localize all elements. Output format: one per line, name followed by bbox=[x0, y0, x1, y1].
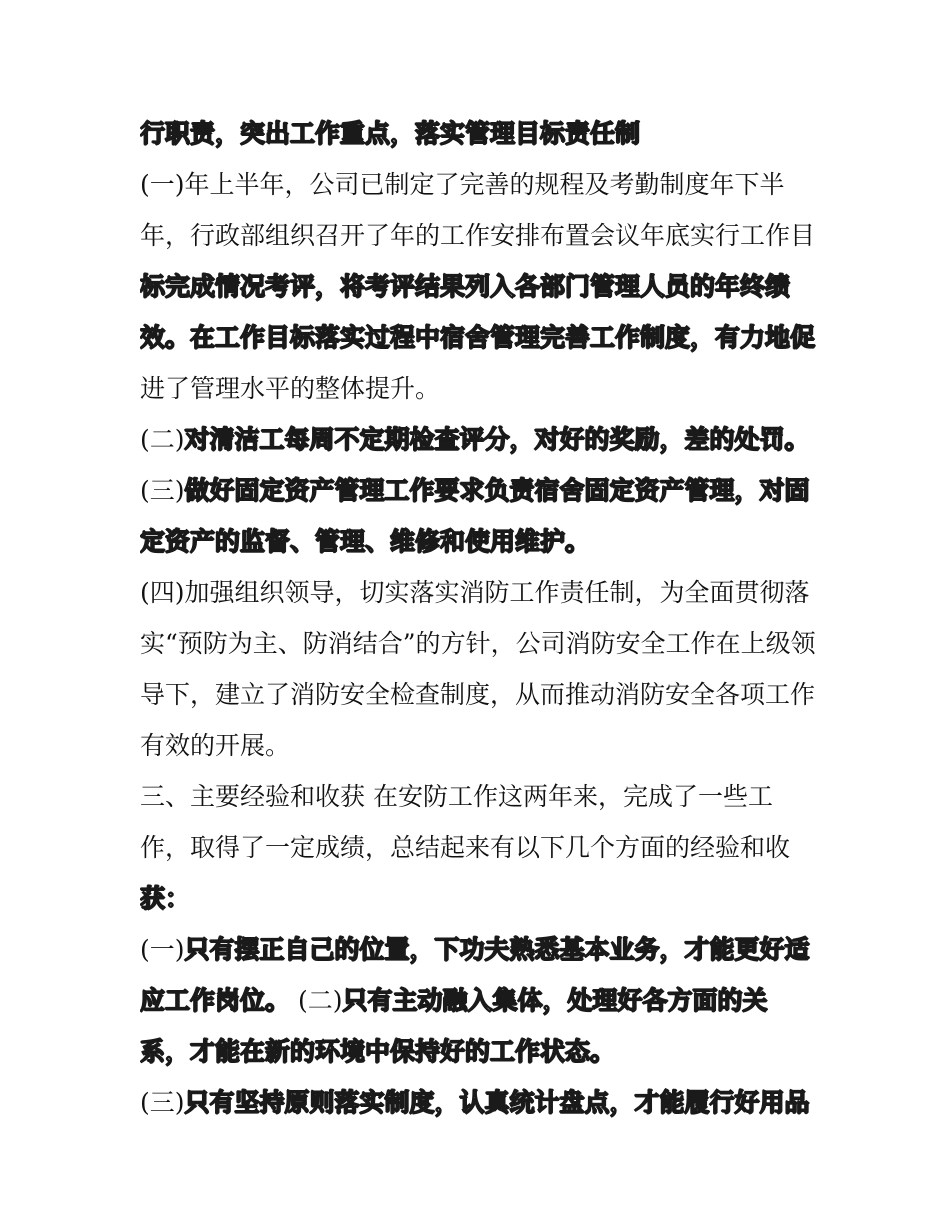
text-segment: 效。在工作目标落实过程中宿舍管理完善工作制度，有力地促 bbox=[140, 323, 816, 352]
text-segment: 标完成情况考评，将考评结果列入各部门管理人员的年终绩 bbox=[140, 272, 791, 301]
text-line-8 bbox=[140, 465, 820, 516]
text-line-18 bbox=[140, 975, 820, 1026]
text-segment: 作，取得了一定成绩，总结起来有以下几个方面的经验和收 bbox=[140, 833, 791, 862]
text-segment: 只有坚持原则落实制度，认真统计盘点，才能履行好用品 bbox=[184, 1088, 810, 1117]
text-segment: (三) bbox=[140, 476, 185, 505]
text-line-7 bbox=[140, 414, 820, 465]
text-line-2 bbox=[140, 159, 820, 210]
text-segment: 对清洁工每周不定期检查评分，对好的奖励，差的处罚。 bbox=[184, 425, 810, 454]
text-line-11 bbox=[140, 618, 820, 669]
text-segment: 年，行政部组织召开了年的工作安排布置会议年底实行工作目 bbox=[140, 221, 816, 250]
text-segment: (一)年上半年，公司已制定了完善的规程及考勤制度年下半 bbox=[140, 170, 785, 199]
text-segment: 行职责，突出工作重点，落实管理目标责任制 bbox=[140, 119, 641, 148]
text-segment: 定资产的监督、管理、维修和使用维护。 bbox=[140, 527, 591, 556]
text-segment: 做好固定资产管理工作要求负责宿舍固定资产管理，对固 bbox=[184, 476, 810, 505]
text-segment: 三、主要经验和收获 在安防工作这两年来，完成了一些工 bbox=[140, 782, 773, 811]
text-line-5 bbox=[140, 312, 820, 363]
text-line-16 bbox=[140, 873, 820, 924]
text-segment: (二) bbox=[140, 425, 185, 454]
text-segment: 进了管理水平的整体提升。 bbox=[140, 374, 441, 403]
text-line-13 bbox=[140, 720, 820, 771]
text-segment: (一) bbox=[140, 935, 185, 964]
text-segment: 系，才能在新的环境中保持好的工作状态。 bbox=[140, 1037, 616, 1066]
text-line-4 bbox=[140, 261, 820, 312]
text-line-1 bbox=[140, 108, 820, 159]
text-segment: 导下，建立了消防安全检查制度，从而推动消防安全各项工作 bbox=[140, 680, 816, 709]
text-line-20 bbox=[140, 1077, 820, 1128]
text-line-9 bbox=[140, 516, 820, 567]
text-segment: 获： bbox=[140, 884, 191, 913]
text-segment: 有效的开展。 bbox=[140, 731, 291, 760]
text-line-3 bbox=[140, 210, 820, 261]
text-segment: 应工作岗位。 bbox=[140, 986, 291, 1015]
text-line-19 bbox=[140, 1026, 820, 1077]
text-line-10 bbox=[140, 567, 820, 618]
text-segment: 只有摆正自己的位置，下功夫熟悉基本业务，才能更好适 bbox=[184, 935, 810, 964]
text-segment: (二) bbox=[290, 986, 343, 1015]
text-line-17 bbox=[140, 924, 820, 975]
document-body bbox=[140, 108, 820, 1128]
text-segment: 实“预防为主、防消结合”的方针，公司消防安全工作在上级领 bbox=[140, 629, 816, 658]
text-line-12 bbox=[140, 669, 820, 720]
text-line-6 bbox=[140, 363, 820, 414]
text-segment: (三) bbox=[140, 1088, 185, 1117]
text-line-14 bbox=[140, 771, 820, 822]
text-segment: 只有主动融入集体，处理好各方面的关 bbox=[342, 986, 768, 1015]
text-line-15 bbox=[140, 822, 820, 873]
text-segment: (四)加强组织领导，切实落实消防工作责任制，为全面贯彻落 bbox=[140, 578, 810, 607]
